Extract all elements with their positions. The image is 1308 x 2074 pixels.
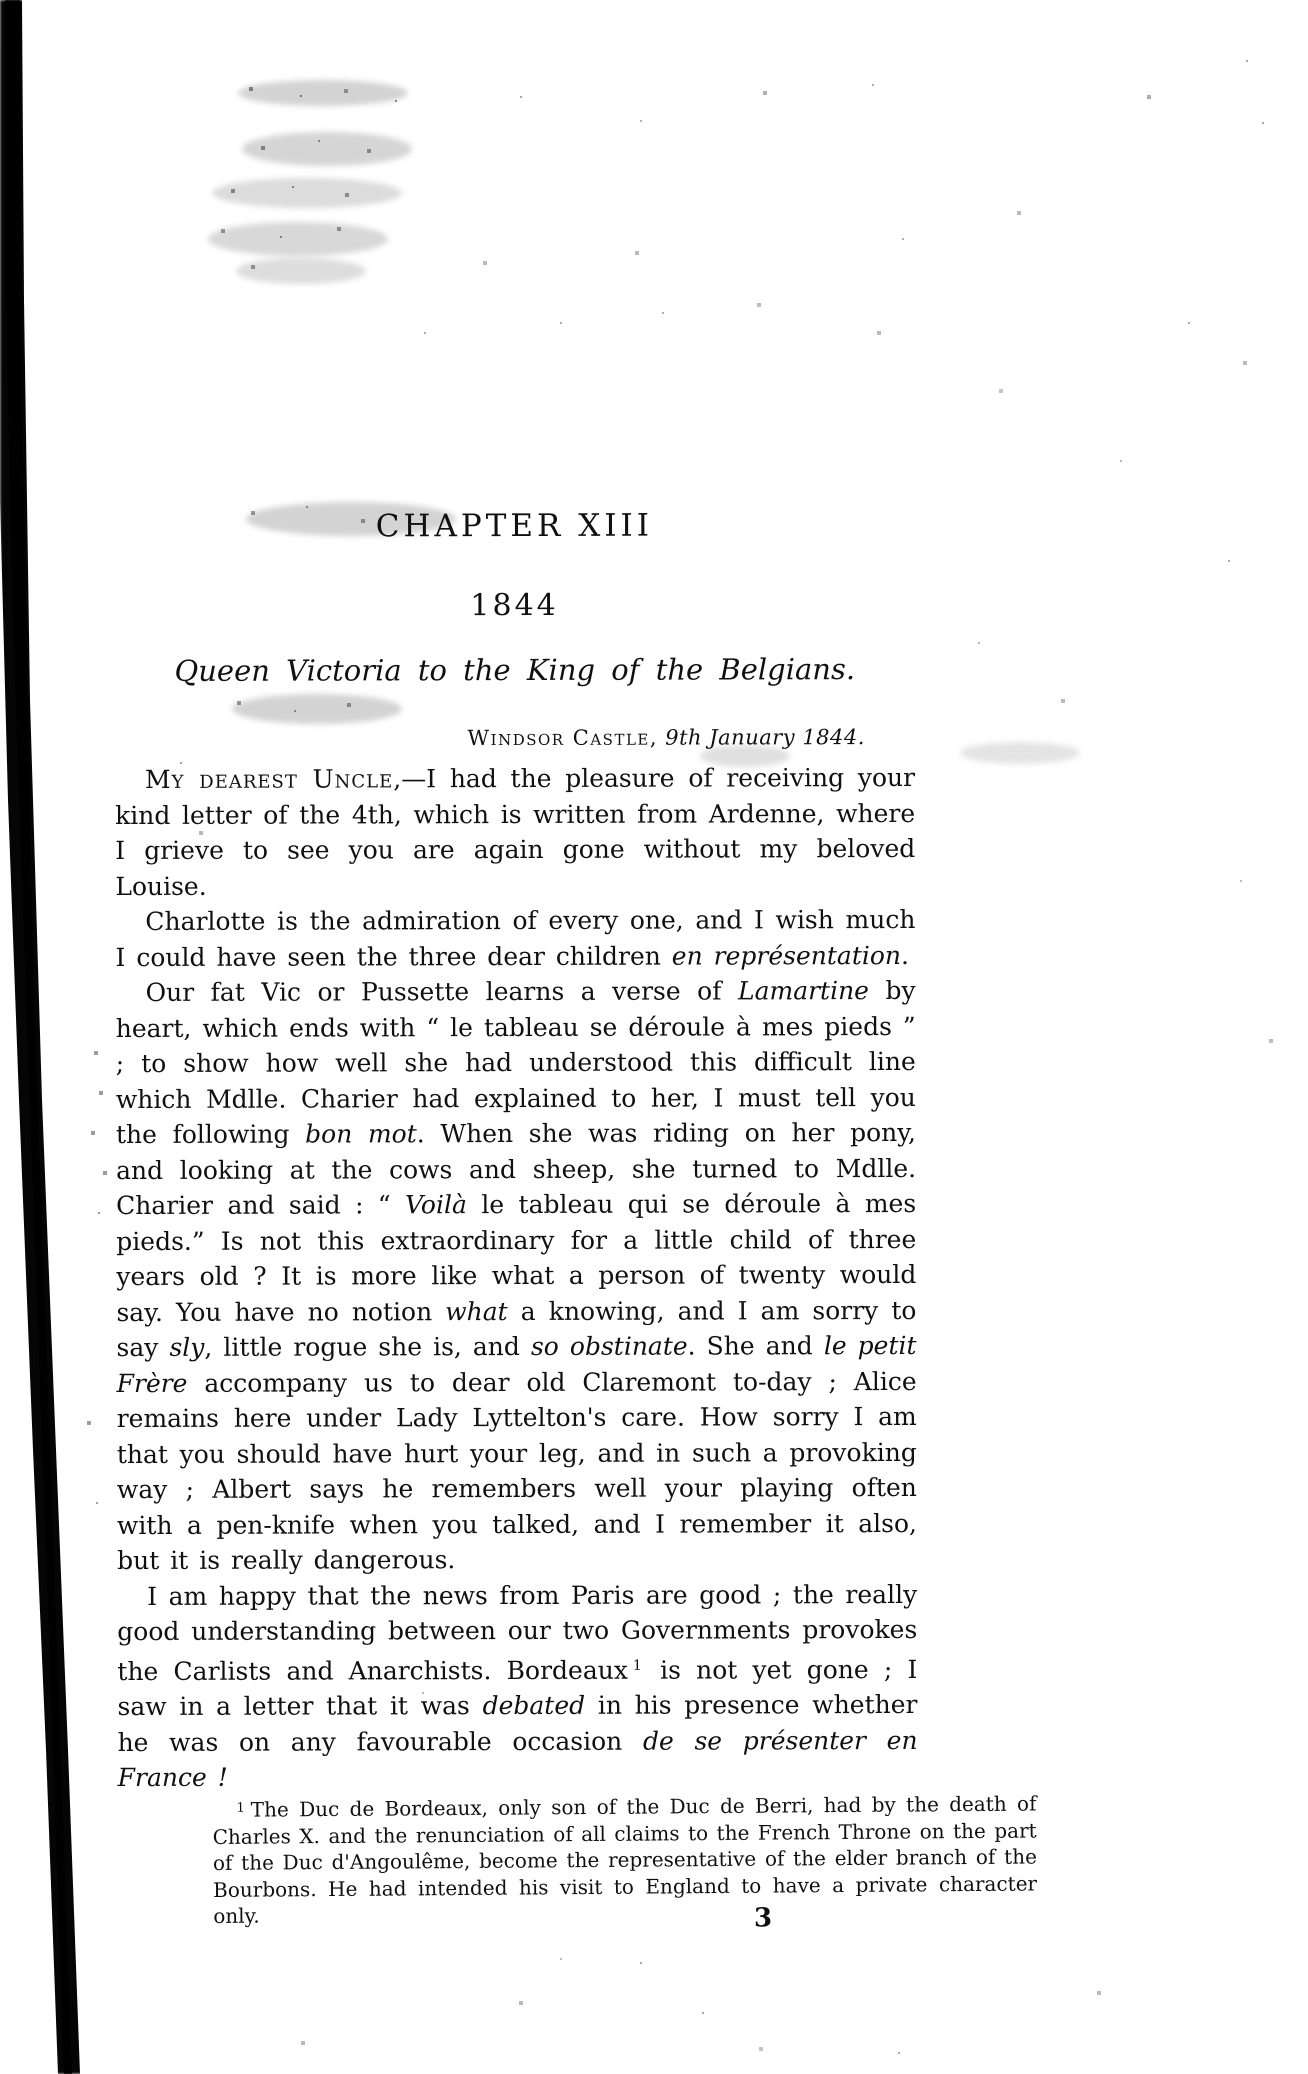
text-segment: I am happy that the news from Paris are good ; the really good understanding between our two Governments provokes the Carlists and Anarchists. Bordeaux bbox=[117, 1579, 918, 1686]
dateline-date: 9th January 1844. bbox=[665, 725, 865, 750]
text-segment: en représentation bbox=[671, 940, 902, 971]
text-segment: de se présenter en France ! bbox=[117, 1725, 918, 1793]
text-segment: in his presence whether he was on any favourable occasion bbox=[117, 1689, 918, 1757]
text-segment: 1 bbox=[632, 1657, 642, 1674]
text-segment: The Duc de Bordeaux, only son of the Duc de Berri, had by the death of Charles X. and the renunciation of all claims to the French Throne on the part of the Duc d'Angoulême, become the representative of the elder branch of the Bourbons. He had intended his visit to England to have a private character only. bbox=[212, 1791, 1038, 1928]
text-segment: My dearest Uncle bbox=[145, 764, 394, 794]
letter-paragraph bbox=[115, 902, 915, 975]
text-segment: so obstinate bbox=[530, 1331, 688, 1361]
year-heading: 1844 bbox=[470, 587, 559, 624]
footnote-text bbox=[213, 1791, 1038, 1927]
footnote-marker: 1 bbox=[236, 1800, 245, 1816]
text-segment: sly bbox=[169, 1332, 205, 1362]
text-segment: by heart, which ends with “ le tableau se déroule à mes pieds ” ; to show how well she had understood this difficult line which Mdlle. Charier had explained to her, I must tell you the following bbox=[115, 975, 916, 1150]
letter-body bbox=[115, 760, 918, 1796]
text-segment: . She and bbox=[687, 1331, 824, 1361]
text-segment: . When she was riding on her pony, and looking at the cows and sheep, she turned to Mdlle. Charier and said : “ bbox=[116, 1117, 917, 1221]
text-segment: Voilà bbox=[405, 1190, 467, 1220]
text-segment: . bbox=[900, 940, 909, 970]
scan-smudge bbox=[960, 742, 1080, 764]
text-segment: Charlotte is the admiration of every one, and I wish much I could have seen the three dear children bbox=[115, 904, 916, 972]
chapter-title: CHAPTER XIII bbox=[375, 507, 654, 545]
text-segment: is not yet gone ; I saw in a letter that it was bbox=[117, 1654, 918, 1722]
text-segment: accompany us to dear old Claremont to-day ; Alice remains here under Lady Lyttelton's care. How sorry I am that you should have hurt your leg, and in such a provoking way ; Albert says he remembers well your playing often with a pen-knife when you talked, and I remember it also, but it is really dangerous. bbox=[116, 1366, 918, 1576]
text-segment: bon mot bbox=[305, 1119, 417, 1149]
footnote-paragraph bbox=[212, 1789, 1037, 1929]
letter-paragraph bbox=[117, 1576, 918, 1795]
text-segment: le tableau qui se déroule à mes pieds.” Is not this extraordinary for a little child of three years old ? It is more like what a person of twenty would say. You have no notion bbox=[116, 1188, 917, 1327]
dateline bbox=[468, 725, 865, 750]
text-segment: le petit Frère bbox=[116, 1330, 917, 1398]
text-segment: debated bbox=[482, 1690, 586, 1721]
text-segment: what bbox=[445, 1296, 508, 1326]
text-segment: ,—I had the pleasure of receiving your kind letter of the 4th, which is written from Ardenne, where I grieve to see you are again gone without my beloved Louise. bbox=[115, 762, 916, 901]
footnote bbox=[212, 1789, 1037, 1929]
page-number: 3 bbox=[753, 1903, 773, 1934]
letter-paragraph bbox=[116, 973, 918, 1579]
dateline-place: Windsor Castle, bbox=[467, 725, 659, 751]
letter-heading: Queen Victoria to the King of the Belgians. bbox=[174, 652, 856, 688]
page-content bbox=[113, 0, 1038, 2074]
text-segment: Lamartine bbox=[737, 976, 870, 1006]
text-segment: a knowing, and I am sorry to say bbox=[116, 1295, 917, 1363]
text-segment: , little rogue she is, and bbox=[204, 1331, 531, 1362]
text-segment: Our fat Vic or Pussette learns a verse of bbox=[145, 976, 738, 1007]
scan-noise-bottom bbox=[0, 0, 2, 2]
letter-paragraph bbox=[115, 760, 915, 904]
